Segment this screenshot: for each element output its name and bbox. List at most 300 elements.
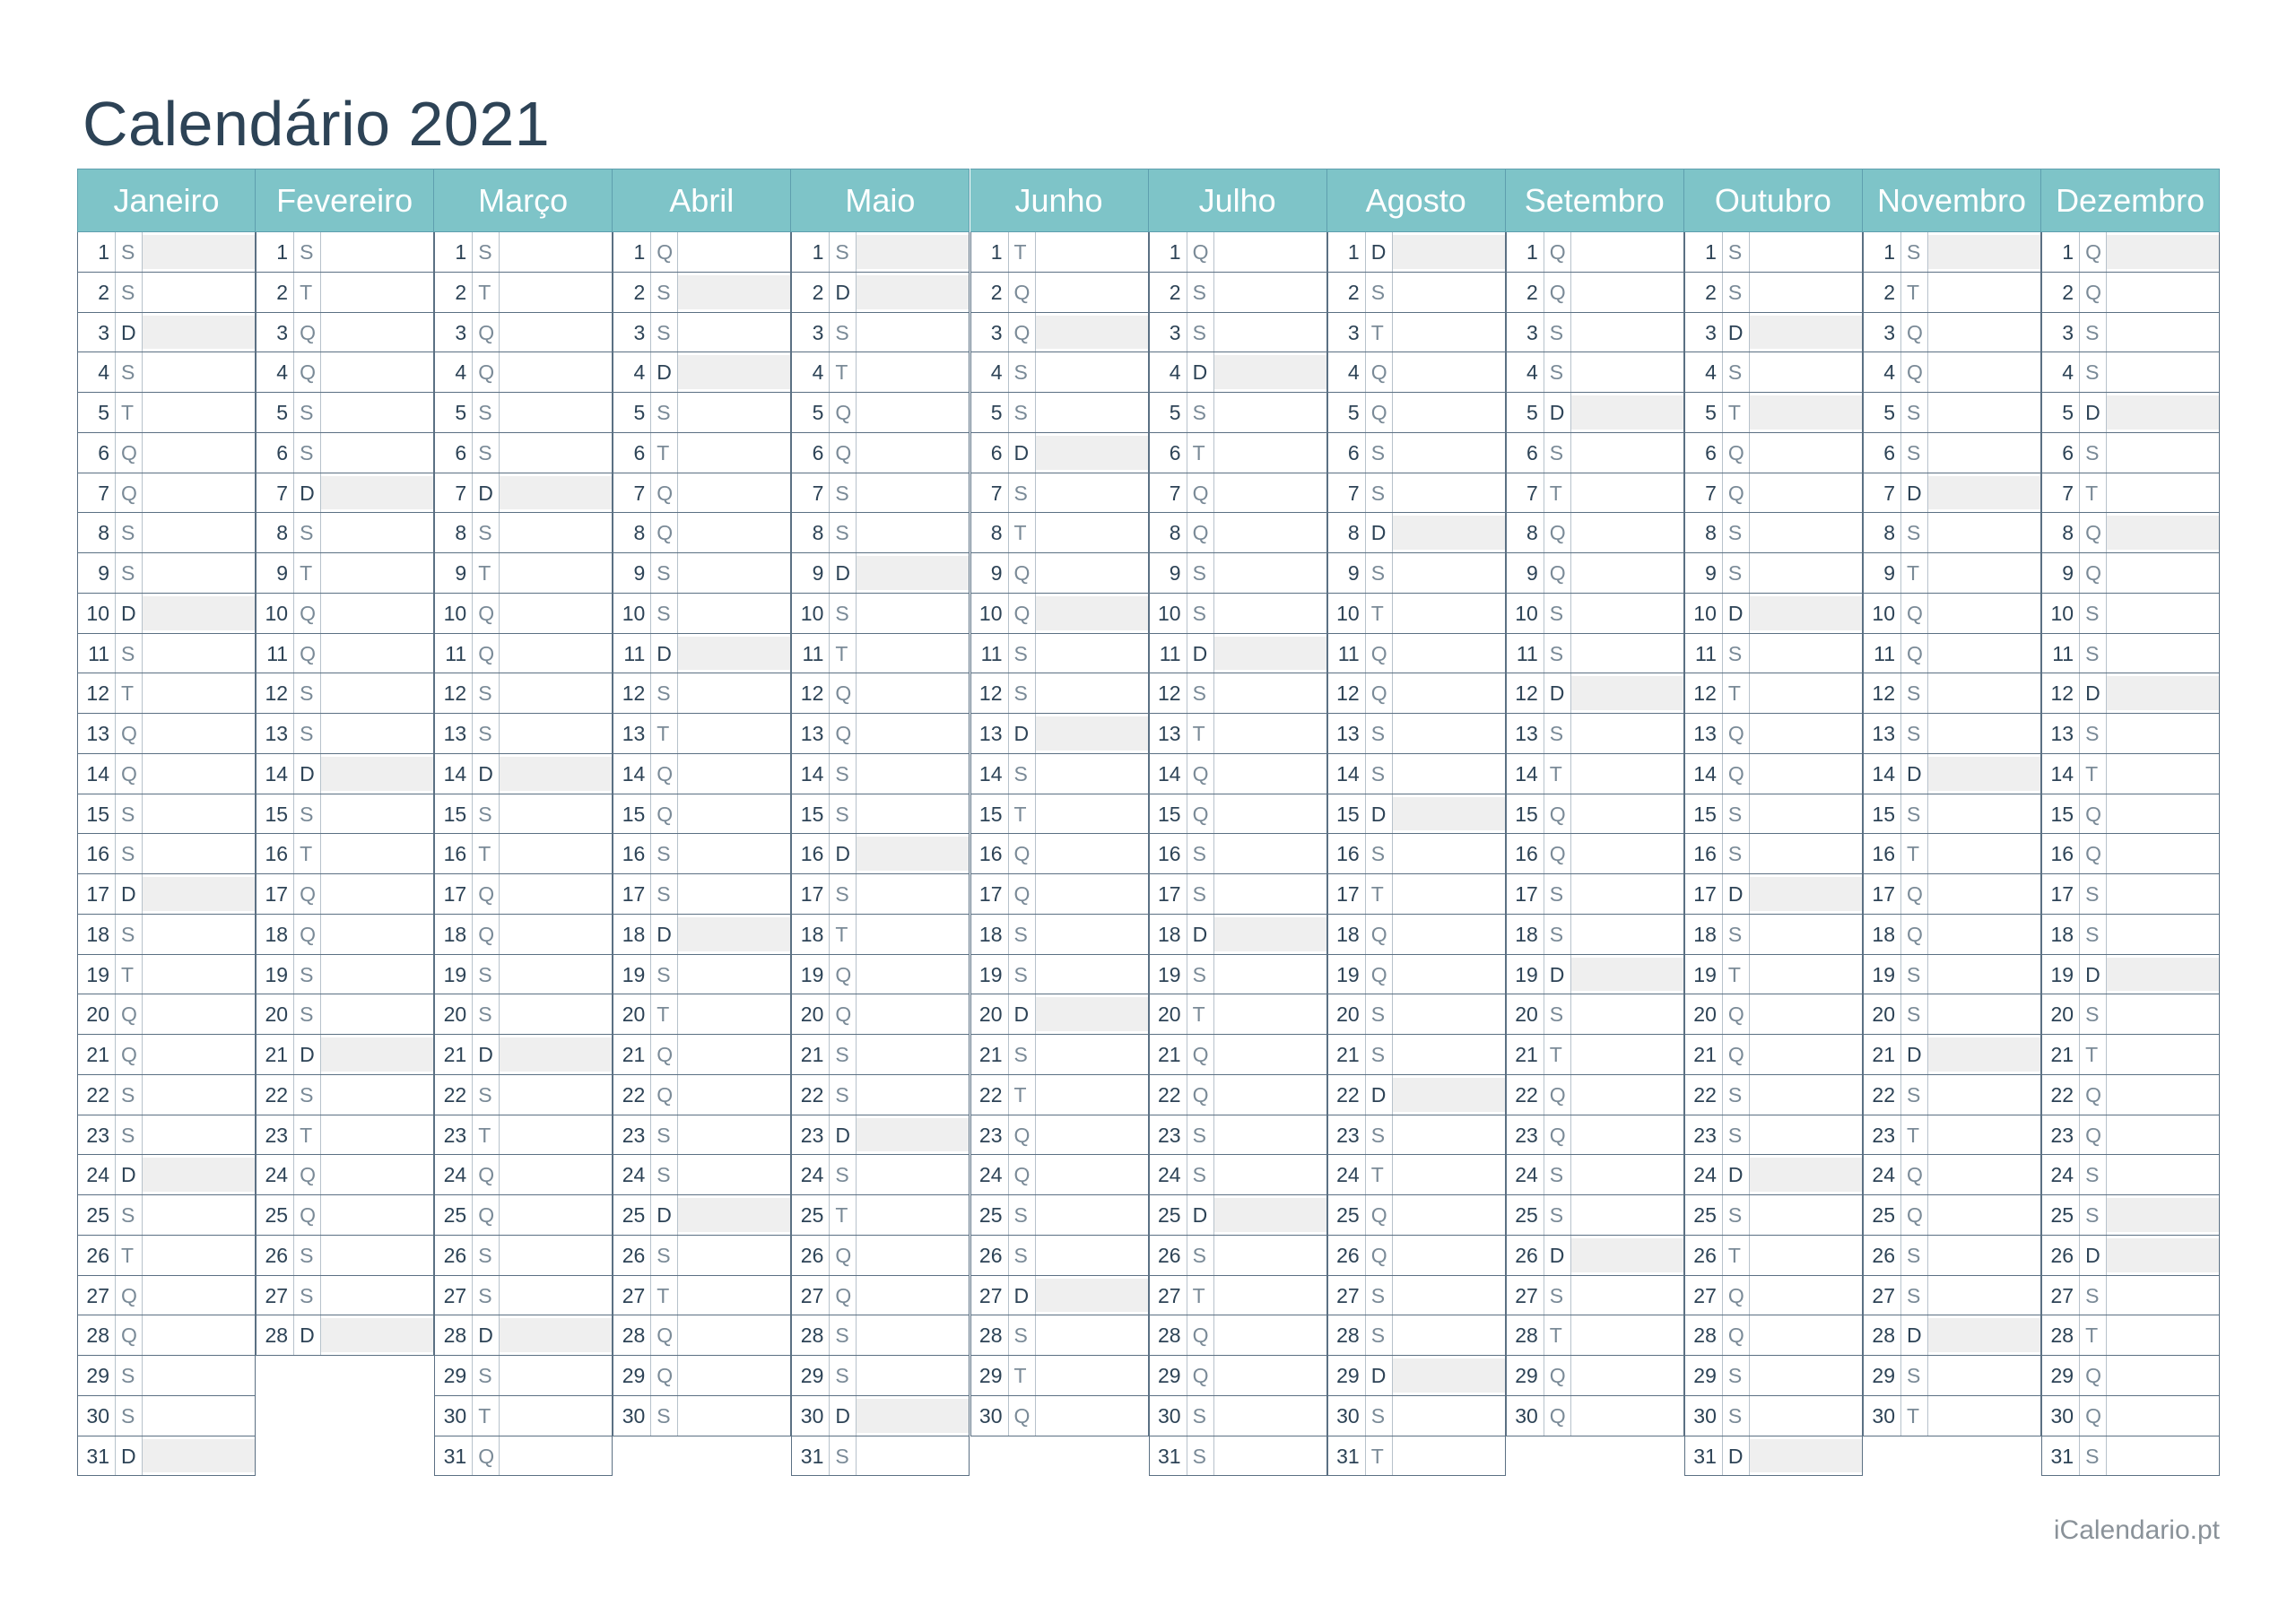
weekday-letter: S (116, 1195, 143, 1235)
note-cell (1036, 874, 1148, 914)
weekday-letter: S (473, 794, 500, 834)
day-row (2042, 433, 2219, 473)
note-cell (1214, 393, 1326, 432)
note-cell (143, 1075, 255, 1115)
day-row (792, 994, 969, 1035)
note-cell (143, 673, 255, 713)
weekday-letter: S (1366, 834, 1393, 873)
day-number: 31 (78, 1436, 116, 1476)
day-row (971, 915, 1148, 955)
weekday-letter: S (1366, 1276, 1393, 1315)
weekday-letter: S (830, 1315, 857, 1355)
day-row (971, 232, 1148, 273)
day-number: 24 (1150, 1155, 1187, 1194)
note-cell (1750, 1115, 1862, 1155)
weekday-letter: Q (1901, 313, 1928, 352)
weekday-letter: S (1009, 754, 1036, 794)
day-row (435, 352, 612, 393)
weekday-letter: S (1009, 1035, 1036, 1074)
note-cell (1393, 1078, 1505, 1112)
weekday-letter: Q (116, 1035, 143, 1074)
day-number: 28 (2042, 1315, 2080, 1355)
weekday-letter: S (1187, 1155, 1214, 1194)
day-row (2042, 915, 2219, 955)
day-row (1507, 634, 1683, 674)
day-number: 8 (971, 513, 1009, 552)
note-cell (321, 273, 433, 312)
day-number: 4 (1864, 352, 1901, 392)
note-cell (1393, 1276, 1505, 1315)
day-number: 16 (1150, 834, 1187, 873)
note-cell (678, 513, 790, 552)
weekday-letter: S (1187, 955, 1214, 994)
day-number: 25 (792, 1195, 830, 1235)
weekday-letter: S (2080, 594, 2107, 633)
day-row (2042, 1315, 2219, 1356)
day-number: 29 (1685, 1356, 1723, 1395)
weekday-letter: Q (2080, 1075, 2107, 1115)
note-cell (678, 232, 790, 272)
note-cell (321, 834, 433, 873)
weekday-letter: S (294, 1236, 321, 1275)
day-number: 4 (971, 352, 1009, 392)
day-number: 15 (792, 794, 830, 834)
note-cell (1750, 994, 1862, 1034)
day-number: 2 (613, 273, 651, 312)
day-row (2042, 553, 2219, 594)
note-cell (857, 794, 969, 834)
note-cell (857, 994, 969, 1034)
note-cell (1571, 958, 1683, 992)
day-number: 22 (78, 1075, 116, 1115)
day-row (435, 594, 612, 634)
note-cell (1214, 553, 1326, 593)
weekday-letter: S (1544, 994, 1571, 1034)
day-row (1685, 1396, 1862, 1436)
weekday-letter: Q (2080, 553, 2107, 593)
day-row (78, 1236, 255, 1276)
day-row (613, 714, 790, 754)
note-cell (678, 553, 790, 593)
note-cell (1750, 634, 1862, 673)
note-cell (2107, 235, 2219, 269)
weekday-letter: Q (1187, 473, 1214, 513)
day-row (613, 393, 790, 433)
day-number: 28 (1328, 1315, 1366, 1355)
weekday-letter: Q (1009, 594, 1036, 633)
month-column-janeiro (77, 169, 256, 1476)
note-cell (500, 476, 612, 510)
day-number: 14 (971, 754, 1009, 794)
weekday-letter: S (1723, 553, 1750, 593)
weekday-letter: D (1366, 232, 1393, 272)
day-row (1864, 1396, 2040, 1436)
day-row (1507, 1155, 1683, 1195)
day-number: 21 (1150, 1035, 1187, 1074)
day-row (1685, 994, 1862, 1035)
note-cell (500, 1356, 612, 1395)
day-number: 19 (257, 955, 294, 994)
day-row (792, 874, 969, 915)
day-number: 27 (78, 1276, 116, 1315)
day-number: 20 (1864, 994, 1901, 1034)
note-cell (1928, 313, 2040, 352)
day-number: 25 (78, 1195, 116, 1235)
note-cell (1571, 313, 1683, 352)
note-cell (1214, 917, 1326, 951)
weekday-letter: S (830, 1155, 857, 1194)
day-row (792, 594, 969, 634)
weekday-letter: S (294, 433, 321, 473)
note-cell (678, 433, 790, 473)
day-number: 24 (1507, 1155, 1544, 1194)
day-number: 18 (792, 915, 830, 954)
weekday-letter: T (1187, 433, 1214, 473)
day-number: 10 (1328, 594, 1366, 633)
month-column-maio (791, 169, 970, 1476)
weekday-letter: S (1187, 313, 1214, 352)
note-cell (1750, 352, 1862, 392)
day-number: 22 (1685, 1075, 1723, 1115)
note-cell (1928, 1037, 2040, 1072)
weekday-letter: S (1901, 794, 1928, 834)
note-cell (1750, 794, 1862, 834)
weekday-letter: Q (651, 794, 678, 834)
note-cell (857, 915, 969, 954)
note-cell (1928, 915, 2040, 954)
weekday-letter: D (1723, 313, 1750, 352)
note-cell (1393, 235, 1505, 269)
day-row (613, 634, 790, 674)
month-header: Novembro (1863, 169, 2041, 232)
note-cell (1928, 273, 2040, 312)
weekday-letter: S (294, 1276, 321, 1315)
day-row (1328, 473, 1505, 514)
weekday-letter: Q (1187, 754, 1214, 794)
note-cell (1393, 516, 1505, 550)
day-row (613, 1035, 790, 1075)
day-number: 16 (1685, 834, 1723, 873)
note-cell (2107, 714, 2219, 753)
note-cell (1036, 1075, 1148, 1115)
weekday-letter: Q (473, 1436, 500, 1476)
note-cell (1036, 1315, 1148, 1355)
note-cell (2107, 754, 2219, 794)
note-cell (1571, 594, 1683, 633)
note-cell (2107, 1276, 2219, 1315)
day-row (435, 915, 612, 955)
note-cell (678, 1236, 790, 1275)
weekday-letter: T (294, 553, 321, 593)
day-row (1150, 754, 1326, 794)
day-row (971, 955, 1148, 995)
weekday-letter: D (2080, 673, 2107, 713)
weekday-letter: D (473, 473, 500, 513)
day-row (1685, 714, 1862, 754)
day-row (1685, 1115, 1862, 1156)
day-number: 8 (78, 513, 116, 552)
weekday-letter: T (2080, 1315, 2107, 1355)
day-row (971, 714, 1148, 754)
day-row (1685, 834, 1862, 874)
weekday-letter: S (1366, 714, 1393, 753)
weekday-letter: S (1009, 673, 1036, 713)
note-cell (1393, 1035, 1505, 1074)
day-number: 29 (971, 1356, 1009, 1395)
weekday-letter: Q (1366, 1195, 1393, 1235)
day-row (1507, 1356, 1683, 1396)
note-cell (2107, 1356, 2219, 1395)
day-row (2042, 1035, 2219, 1075)
note-cell (143, 1356, 255, 1395)
note-cell (321, 1037, 433, 1072)
day-row (971, 1315, 1148, 1356)
weekday-letter: D (830, 273, 857, 312)
day-row (792, 513, 969, 553)
day-row (971, 313, 1148, 353)
day-number: 27 (257, 1276, 294, 1315)
day-number: 11 (1864, 634, 1901, 673)
note-cell (500, 1195, 612, 1235)
day-row (1150, 594, 1326, 634)
weekday-letter: S (473, 1236, 500, 1275)
note-cell (1750, 433, 1862, 473)
day-number: 19 (1328, 955, 1366, 994)
note-cell (1214, 754, 1326, 794)
note-cell (1214, 834, 1326, 873)
weekday-letter: D (1366, 794, 1393, 834)
day-row (1864, 874, 2040, 915)
note-cell (500, 1155, 612, 1194)
day-number: 20 (1685, 994, 1723, 1034)
weekday-letter: S (1723, 1396, 1750, 1436)
weekday-letter: Q (1544, 513, 1571, 552)
weekday-letter: Q (1366, 955, 1393, 994)
month-header: Setembro (1506, 169, 1684, 232)
day-list (613, 232, 791, 1436)
note-cell (321, 994, 433, 1034)
day-row (1328, 1276, 1505, 1316)
month-column-fevereiro (256, 169, 434, 1356)
day-number: 6 (1328, 433, 1366, 473)
weekday-letter: D (294, 1035, 321, 1074)
day-number: 6 (613, 433, 651, 473)
day-number: 1 (257, 232, 294, 272)
note-cell (321, 757, 433, 791)
day-number: 19 (1864, 955, 1901, 994)
weekday-letter: S (1544, 915, 1571, 954)
day-row (1507, 673, 1683, 714)
weekday-letter: S (1544, 634, 1571, 673)
day-row (2042, 673, 2219, 714)
note-cell (321, 634, 433, 673)
day-number: 5 (1507, 393, 1544, 432)
day-row (1328, 553, 1505, 594)
day-row (971, 553, 1148, 594)
weekday-letter: S (1723, 915, 1750, 954)
day-number: 2 (257, 273, 294, 312)
day-row (1864, 1236, 2040, 1276)
weekday-letter: S (830, 473, 857, 513)
note-cell (1214, 1236, 1326, 1275)
day-number: 1 (1507, 232, 1544, 272)
day-number: 5 (1685, 393, 1723, 432)
note-cell (1571, 1396, 1683, 1436)
note-cell (1393, 834, 1505, 873)
weekday-letter: Q (116, 433, 143, 473)
day-row (435, 1115, 612, 1156)
weekday-letter: D (1544, 955, 1571, 994)
day-number: 4 (613, 352, 651, 392)
day-row (2042, 634, 2219, 674)
note-cell (678, 355, 790, 389)
day-row (613, 513, 790, 553)
weekday-letter: D (1366, 513, 1393, 552)
weekday-letter: D (1723, 594, 1750, 633)
weekday-letter: S (2080, 1436, 2107, 1476)
note-cell (500, 794, 612, 834)
note-cell (678, 1115, 790, 1155)
day-row (613, 1236, 790, 1276)
weekday-letter: T (1901, 273, 1928, 312)
note-cell (2107, 433, 2219, 473)
weekday-letter: D (1901, 473, 1928, 513)
note-cell (143, 794, 255, 834)
day-number: 4 (1150, 352, 1187, 392)
day-row (613, 874, 790, 915)
day-row (1685, 1315, 1862, 1356)
note-cell (1036, 1035, 1148, 1074)
weekday-letter: D (651, 634, 678, 673)
day-row (1685, 1075, 1862, 1115)
weekday-letter: D (651, 1195, 678, 1235)
day-number: 12 (2042, 673, 2080, 713)
day-row (78, 634, 255, 674)
note-cell (321, 594, 433, 633)
day-row (792, 1315, 969, 1356)
day-number: 14 (1150, 754, 1187, 794)
weekday-letter: S (1366, 754, 1393, 794)
note-cell (678, 917, 790, 951)
note-cell (1036, 834, 1148, 873)
day-number: 6 (971, 433, 1009, 473)
weekday-letter: S (116, 1396, 143, 1436)
day-number: 13 (1328, 714, 1366, 753)
note-cell (1750, 1276, 1862, 1315)
day-row (435, 754, 612, 794)
day-number: 2 (1328, 273, 1366, 312)
day-number: 12 (78, 673, 116, 713)
weekday-letter: Q (651, 1035, 678, 1074)
weekday-letter: S (2080, 1276, 2107, 1315)
day-number: 22 (1150, 1075, 1187, 1115)
weekday-letter: T (651, 433, 678, 473)
day-row (1864, 1115, 2040, 1156)
day-number: 25 (1685, 1195, 1723, 1235)
day-row (792, 1276, 969, 1316)
weekday-letter: T (1366, 313, 1393, 352)
weekday-letter: T (1901, 1115, 1928, 1155)
weekday-letter: T (830, 1195, 857, 1235)
note-cell (678, 1356, 790, 1395)
weekday-letter: S (1544, 1155, 1571, 1194)
weekday-letter: S (294, 1075, 321, 1115)
day-number: 30 (792, 1396, 830, 1436)
weekday-letter: S (1366, 994, 1393, 1034)
weekday-letter: T (651, 714, 678, 753)
weekday-letter: S (1544, 313, 1571, 352)
day-number: 15 (257, 794, 294, 834)
weekday-letter: Q (1723, 1276, 1750, 1315)
day-row (1150, 1236, 1326, 1276)
day-row (613, 553, 790, 594)
note-cell (2107, 915, 2219, 954)
day-number: 5 (2042, 393, 2080, 432)
note-cell (1214, 513, 1326, 552)
day-row (971, 352, 1148, 393)
day-number: 1 (971, 232, 1009, 272)
day-number: 8 (435, 513, 473, 552)
day-row (1685, 955, 1862, 995)
day-row (971, 1195, 1148, 1236)
note-cell (678, 834, 790, 873)
day-row (1864, 915, 2040, 955)
day-row (1507, 754, 1683, 794)
day-number: 23 (257, 1115, 294, 1155)
day-row (971, 1396, 1148, 1436)
weekday-letter: T (1901, 834, 1928, 873)
day-row (435, 1035, 612, 1075)
day-row (435, 634, 612, 674)
note-cell (1036, 955, 1148, 994)
day-number: 1 (1864, 232, 1901, 272)
day-number: 14 (78, 754, 116, 794)
note-cell (1750, 596, 1862, 630)
month-header: Maio (791, 169, 970, 232)
day-row (1328, 874, 1505, 915)
day-row (78, 352, 255, 393)
day-number: 16 (2042, 834, 2080, 873)
day-number: 8 (792, 513, 830, 552)
day-row (1328, 714, 1505, 754)
note-cell (321, 1115, 433, 1155)
note-cell (678, 637, 790, 671)
day-number: 7 (792, 473, 830, 513)
day-row (257, 634, 433, 674)
day-row (1150, 834, 1326, 874)
day-row (613, 352, 790, 393)
weekday-letter: S (1009, 352, 1036, 392)
day-number: 14 (2042, 754, 2080, 794)
note-cell (1571, 714, 1683, 753)
day-number: 28 (613, 1315, 651, 1355)
day-number: 15 (1328, 794, 1366, 834)
day-number: 17 (971, 874, 1009, 914)
day-row (435, 232, 612, 273)
weekday-letter: S (116, 513, 143, 552)
day-number: 5 (792, 393, 830, 432)
day-number: 7 (257, 473, 294, 513)
note-cell (1571, 1276, 1683, 1315)
day-number: 23 (1864, 1115, 1901, 1155)
note-cell (143, 1315, 255, 1355)
weekday-letter: T (1366, 874, 1393, 914)
day-row (78, 393, 255, 433)
day-number: 18 (257, 915, 294, 954)
note-cell (1393, 915, 1505, 954)
day-number: 16 (971, 834, 1009, 873)
day-number: 25 (1328, 1195, 1366, 1235)
